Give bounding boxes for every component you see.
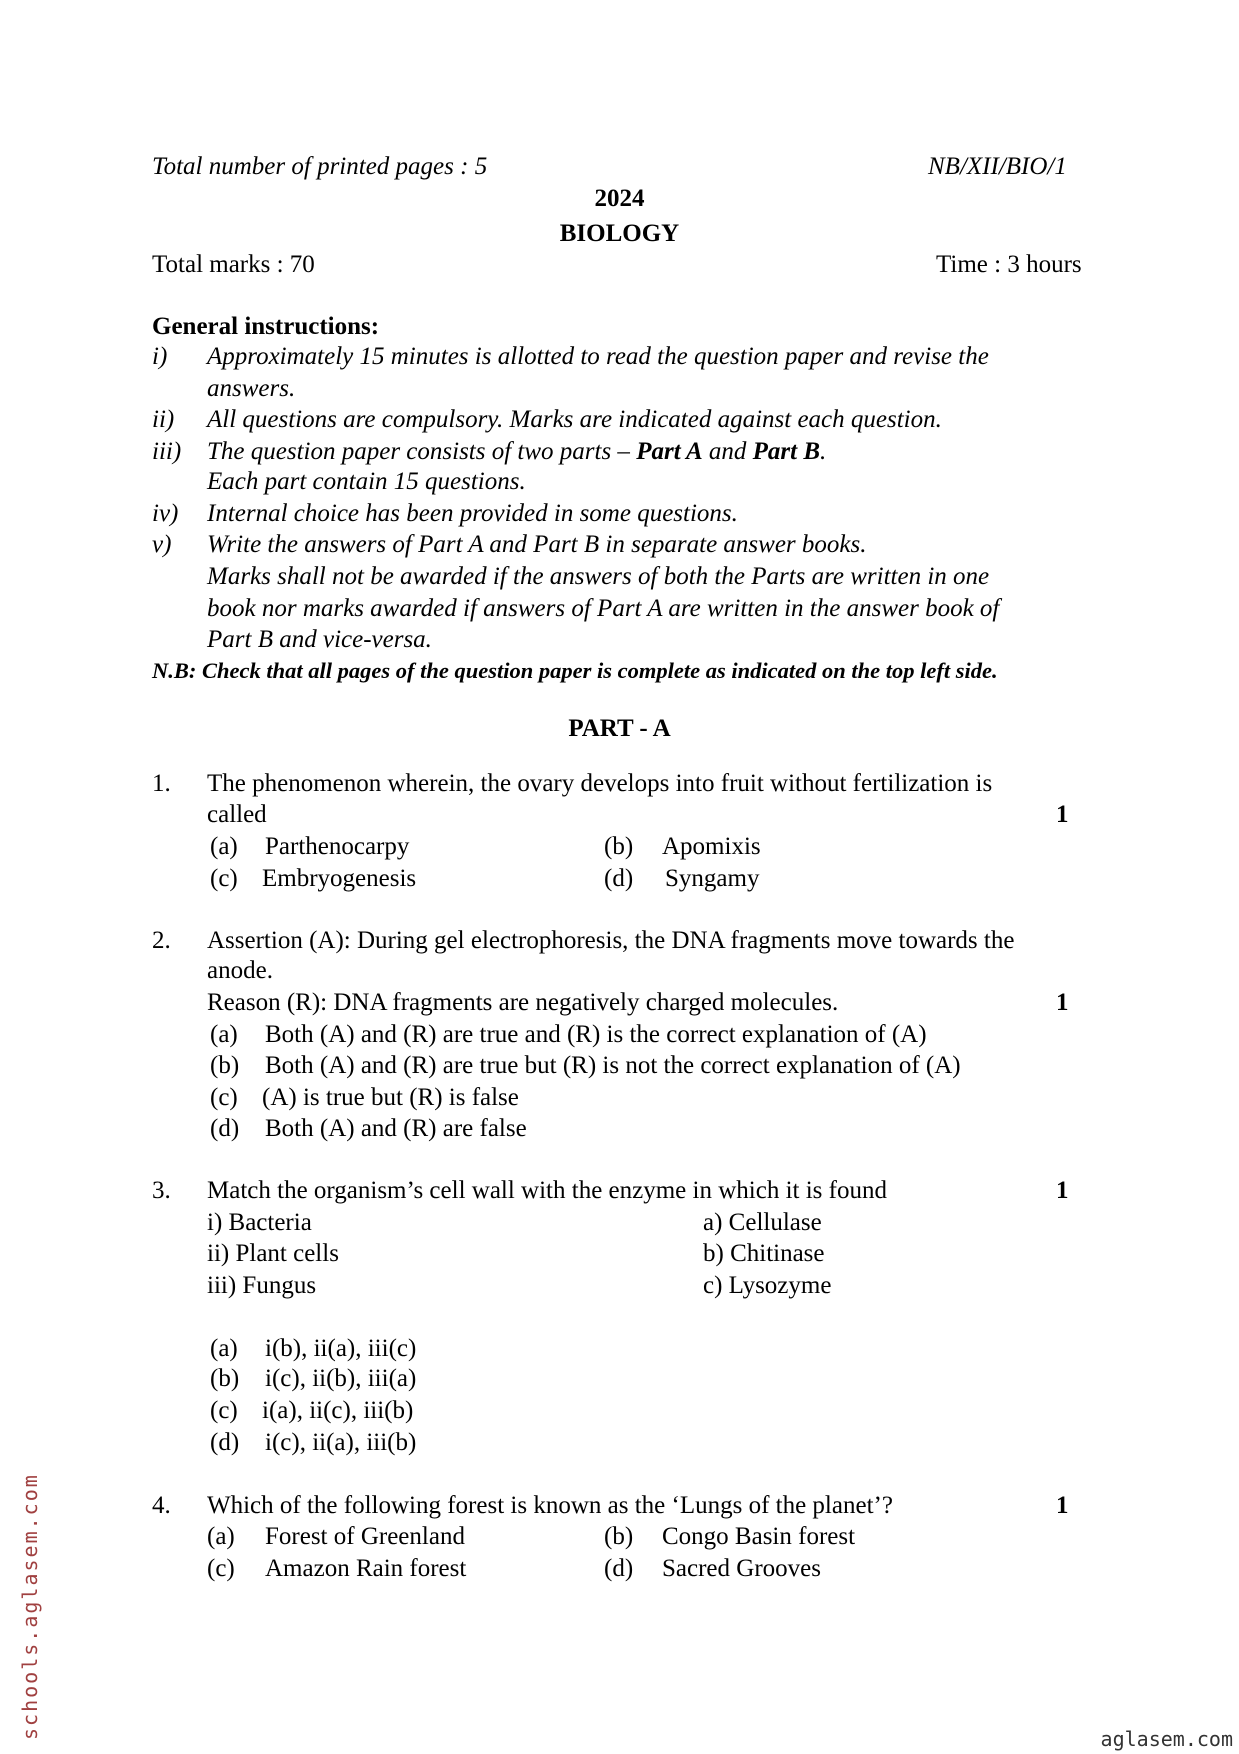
option-text: (A) is true but (R) is false: [262, 1084, 519, 1111]
question-number: 3.: [152, 1177, 171, 1204]
option-label: (b): [604, 1523, 634, 1550]
option-text: Both (A) and (R) are false: [265, 1115, 527, 1142]
time-allowed: Time : 3 hours: [936, 251, 1082, 278]
question-marks: 1: [1056, 1177, 1069, 1204]
match-left-item: iii) Fungus: [207, 1272, 317, 1299]
question-text: The phenomenon wherein, the ovary develops into fruit without fertilization is: [207, 770, 993, 797]
question-text: Which of the following forest is known as the ‘Lungs of the planet’?: [207, 1492, 893, 1519]
instruction-text: Internal choice has been provided in some questions.: [207, 500, 738, 527]
question-number: 2.: [152, 927, 171, 954]
question-text: Assertion (A): During gel electrophoresis, the DNA fragments move towards the: [207, 927, 1015, 954]
part-b-bold: Part B: [752, 438, 821, 465]
text: The question paper consists of two parts –: [207, 438, 637, 465]
option-label: (d): [210, 1115, 240, 1142]
text: .: [820, 438, 827, 465]
instruction-num: iv): [152, 500, 179, 527]
printed-pages: Total number of printed pages : 5: [152, 153, 488, 180]
option-text: Apomixis: [662, 833, 761, 860]
match-right-item: b) Chitinase: [703, 1240, 825, 1267]
instruction-text: Write the answers of Part A and Part B in separate answer books.: [207, 531, 867, 558]
option-label: (d): [604, 1555, 634, 1582]
match-right-item: a) Cellulase: [703, 1209, 822, 1236]
option-text: Amazon Rain forest: [265, 1555, 467, 1582]
option-text: Both (A) and (R) are true and (R) is the correct explanation of (A): [265, 1021, 927, 1048]
option-text: Both (A) and (R) are true but (R) is not the correct explanation of (A): [265, 1052, 961, 1079]
part-a-bold: Part A: [636, 438, 703, 465]
total-marks: Total marks : 70: [152, 251, 315, 278]
option-text: Congo Basin forest: [662, 1523, 856, 1550]
question-number: 1.: [152, 770, 171, 797]
instruction-text: Approximately 15 minutes is allotted to read the question paper and revise the: [207, 343, 989, 370]
option-text: Parthenocarpy: [265, 833, 410, 860]
question-marks: 1: [1056, 989, 1069, 1016]
question-text: called: [207, 801, 267, 828]
option-label: (a): [210, 833, 238, 860]
instruction-text: Marks shall not be awarded if the answers of both the Parts are written in one: [207, 563, 990, 590]
watermark-left: schools.aglasem.com: [18, 1473, 42, 1740]
question-number: 4.: [152, 1492, 171, 1519]
question-marks: 1: [1056, 1492, 1069, 1519]
option-label: (d): [604, 865, 634, 892]
part-title: PART - A: [568, 715, 671, 742]
watermark-right: aglasem.com: [1100, 1727, 1233, 1751]
question-text: Reason (R): DNA fragments are negatively charged molecules.: [207, 989, 839, 1016]
option-text: Embryogenesis: [262, 865, 417, 892]
option-text: i(a), ii(c), iii(b): [262, 1397, 414, 1424]
paper-code: NB/XII/BIO/1: [928, 153, 1067, 180]
option-label: (a): [210, 1335, 238, 1362]
option-text: Sacred Grooves: [662, 1555, 821, 1582]
exam-year: 2024: [594, 185, 645, 212]
instruction-text: All questions are compulsory. Marks are indicated against each question.: [207, 406, 942, 433]
instructions-title: General instructions:: [152, 313, 380, 340]
instruction-text: book nor marks awarded if answers of Part A are written in the answer book of: [207, 595, 1000, 622]
instruction-text: [207, 436, 826, 468]
option-label: (c): [210, 1397, 238, 1424]
option-label: (a): [207, 1523, 235, 1550]
question-text: Match the organism’s cell wall with the enzyme in which it is found: [207, 1177, 887, 1204]
subject-title: BIOLOGY: [559, 220, 680, 247]
option-text: i(b), ii(a), iii(c): [265, 1335, 417, 1362]
option-text: i(c), ii(b), iii(a): [265, 1365, 417, 1392]
nb-note: N.B: Check that all pages of the question paper is complete as indicated on the top left side.: [152, 658, 998, 683]
instruction-text: Each part contain 15 questions.: [207, 468, 526, 495]
question-text: anode.: [207, 957, 273, 984]
option-label: (c): [210, 865, 238, 892]
instruction-num: iii): [152, 438, 182, 465]
option-label: (d): [210, 1429, 240, 1456]
match-left-item: i) Bacteria: [207, 1209, 312, 1236]
option-text: Syngamy: [665, 865, 760, 892]
option-label: (a): [210, 1021, 238, 1048]
option-label: (b): [604, 833, 634, 860]
instruction-text: answers.: [207, 375, 296, 402]
instruction-num: i): [152, 343, 168, 370]
instruction-num: v): [152, 531, 172, 558]
option-text: Forest of Greenland: [265, 1523, 465, 1550]
match-left-item: ii) Plant cells: [207, 1240, 339, 1267]
question-marks: 1: [1056, 801, 1069, 828]
instruction-text: Part B and vice-versa.: [207, 626, 432, 653]
option-label: (b): [210, 1052, 240, 1079]
option-label: (c): [207, 1555, 235, 1582]
text: and: [702, 438, 753, 465]
option-label: (b): [210, 1365, 240, 1392]
match-right-item: c) Lysozyme: [703, 1272, 832, 1299]
option-label: (c): [210, 1084, 238, 1111]
option-text: i(c), ii(a), iii(b): [265, 1429, 417, 1456]
instruction-num: ii): [152, 406, 175, 433]
